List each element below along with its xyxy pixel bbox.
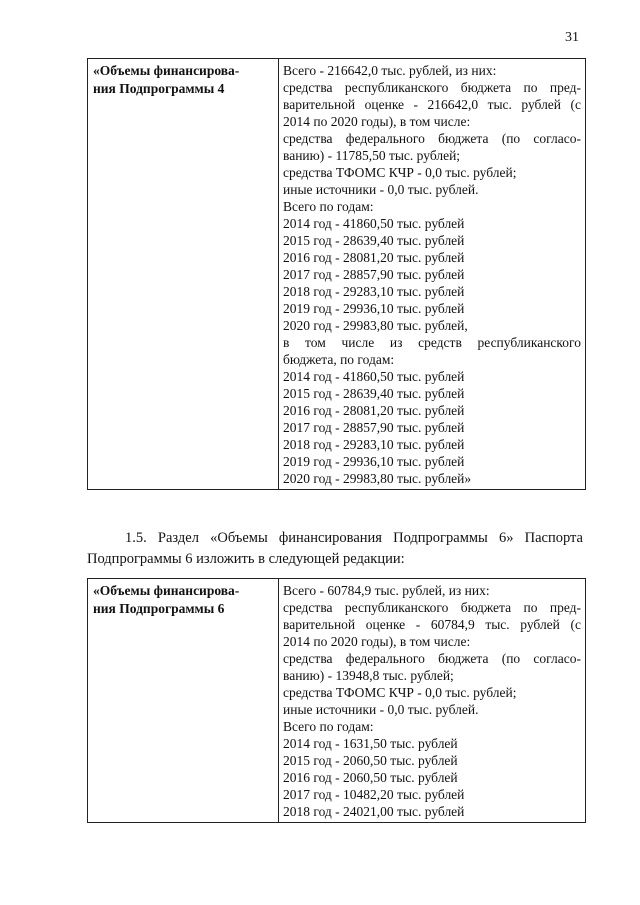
label-line: ния Подпрограммы 4 [93,81,225,96]
text-line: 2014 год - 1631,50 тыс. рублей [283,736,458,751]
text-line: 2017 год - 28857,90 тыс. рублей [283,267,465,282]
text-line: 2020 год - 29983,80 тыс. рублей» [283,471,472,486]
table-content-cell [279,579,586,823]
text-line: бюджета, по годам: [283,352,395,367]
table-row [88,579,586,823]
table-label [88,579,278,618]
text-line: Всего по годам: [283,199,374,214]
text-line: средства федерального бюджета (по согласо- [283,131,581,146]
text-line: 2019 год - 29936,10 тыс. рублей [283,301,465,316]
text-line: варительной оценке - 60784,9 тыс. рублей (с [283,617,581,632]
text-line: 2020 год - 29983,80 тыс. рублей, [283,318,468,333]
funding-table-subprogram-6 [87,578,586,823]
table-row [88,59,586,490]
table-label-cell [88,59,279,490]
text-line: ванию) - 11785,50 тыс. рублей; [283,148,461,163]
text-line: варительной оценке - 216642,0 тыс. рублей (с [283,97,581,112]
text-line: 2014 по 2020 годы), в том числе: [283,634,471,649]
label-line: «Объемы финансирова- [93,583,240,598]
text-line: 2018 год - 24021,00 тыс. рублей [283,804,465,819]
text-line: 2017 год - 28857,90 тыс. рублей [283,420,465,435]
text-line: 2014 год - 41860,50 тыс. рублей [283,216,465,231]
text-line: иные источники - 0,0 тыс. рублей. [283,702,479,717]
funding-text [279,579,585,822]
text-line: 2018 год - 29283,10 тыс. рублей [283,437,465,452]
text-line: 2016 год - 28081,20 тыс. рублей [283,403,465,418]
paragraph-line: Подпрограммы 6 изложить в следующей редакции: [87,551,405,567]
text-line: средства федерального бюджета (по согласо- [283,651,581,666]
text-line: Всего по годам: [283,719,374,734]
text-line: 2014 год - 41860,50 тыс. рублей [283,369,465,384]
table-label [88,59,278,98]
label-line: «Объемы финансирова- [93,63,240,78]
text-line: иные источники - 0,0 тыс. рублей. [283,182,479,197]
text-line: 2016 год - 28081,20 тыс. рублей [283,250,465,265]
text-line: средства республиканского бюджета по пред- [283,80,581,95]
text-line: 2018 год - 29283,10 тыс. рублей [283,284,465,299]
text-line: в том числе из средств республиканского [283,335,581,350]
text-line: 2019 год - 29936,10 тыс. рублей [283,454,465,469]
text-line: средства республиканского бюджета по пред- [283,600,581,615]
funding-text [279,59,585,489]
text-line: ванию) - 13948,8 тыс. рублей; [283,668,454,683]
text-line: 2015 год - 28639,40 тыс. рублей [283,386,465,401]
page-number: 31 [565,30,579,45]
text-line: Всего - 60784,9 тыс. рублей, из них: [283,583,490,598]
table-content-cell [279,59,586,490]
paragraph-line: 1.5. Раздел «Объемы финансирования Подпрограммы 6» Паспорта [125,530,583,546]
table-label-cell [88,579,279,823]
label-line: ния Подпрограммы 6 [93,601,225,616]
text-line: средства ТФОМС КЧР - 0,0 тыс. рублей; [283,165,517,180]
text-line: средства ТФОМС КЧР - 0,0 тыс. рублей; [283,685,517,700]
funding-table-subprogram-4 [87,58,586,490]
text-line: Всего - 216642,0 тыс. рублей, из них: [283,63,497,78]
text-line: 2017 год - 10482,20 тыс. рублей [283,787,465,802]
text-line: 2014 по 2020 годы), в том числе: [283,114,471,129]
text-line: 2015 год - 2060,50 тыс. рублей [283,753,458,768]
text-line: 2016 год - 2060,50 тыс. рублей [283,770,458,785]
section-paragraph [87,528,583,570]
text-line: 2015 год - 28639,40 тыс. рублей [283,233,465,248]
